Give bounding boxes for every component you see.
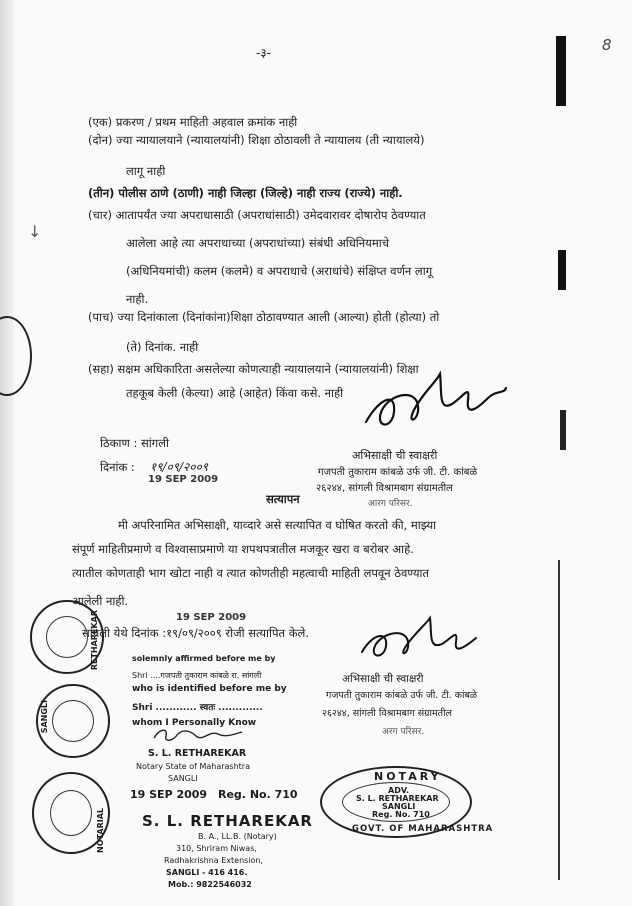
notary-seal-bottom: GOVT. OF MAHARASHTRA xyxy=(352,824,494,834)
item-line: लागू नाही xyxy=(126,164,166,178)
item-line: (दोन) ज्या न्यायालयाने (न्यायालयांनी) शिक्षा ठोठावली ते न्यायालय (ती न्यायालये) xyxy=(88,133,425,147)
notary-address-line: Radhakrishna Extension, xyxy=(164,856,264,865)
side-seal-text: NOTARIAL xyxy=(96,808,105,853)
item-line: (पाच) ज्या दिनांकाला (दिनांकांना)शिक्षा ठोठावण्यात आली (आल्या) होती (होत्या) तो xyxy=(88,310,440,324)
item-line: (अधिनियमांची) कलम (कलमे) व अपराधाचे (अराधांचे) संक्षिप्त वर्णन लागू xyxy=(126,264,433,278)
notary-stamp-line: solemnly affirmed before me by xyxy=(132,654,276,663)
notary-address-line: B. A., LL.B. (Notary) xyxy=(198,832,277,841)
verification-text: आलेली नाही. xyxy=(72,594,129,608)
date-stamp: 19 SEP 2009 xyxy=(148,474,219,485)
item-line: (ते) दिनांक. नाही xyxy=(126,340,199,354)
scan-left-edge xyxy=(0,0,14,906)
deponent-address-line: आरग परिसर. xyxy=(368,499,413,509)
notary-seal-text: Reg. No. 710 xyxy=(372,810,430,819)
deponent-signature xyxy=(352,608,492,668)
notary-stamp-line: whom I Personally Know xyxy=(132,718,257,728)
reg-stamp-date: 19 SEP 2009 xyxy=(130,788,208,801)
date-value: १९/०९/२००९ xyxy=(150,460,209,474)
notary-address-line: Mob.: 9822546032 xyxy=(168,880,252,889)
notary-seal-text: ADV. xyxy=(388,786,410,795)
verified-at-text: सांगली येथे दिनांक :१९/०९/२००९ रोजी सत्यापित केले. xyxy=(82,626,309,640)
verification-text: संपूर्ण माहितीप्रमाणे व विश्वासाप्रमाणे या शपथपत्रातील मजकूर खरा व बरोबर आहे. xyxy=(72,542,414,556)
item-line: नाही. xyxy=(126,292,149,306)
notary-seal-text: S. L. RETHAREKAR xyxy=(356,794,439,803)
reg-stamp-number: Reg. No. 710 xyxy=(218,788,298,801)
partial-seal xyxy=(0,316,32,396)
deponent-signature-label: अभिसाक्षी ची स्वाक्षरी xyxy=(352,449,438,462)
notary-stamp-line: Shri ....गजपती तुकाराम कांबळे रा. सांगली xyxy=(132,671,262,680)
deponent-address-line: अरग परिसर. xyxy=(382,727,425,737)
verified-stamp: 19 SEP 2009 xyxy=(176,612,247,623)
item-line: तहकूब केली (केल्या) आहे (आहेत) किंवा कसे. नाही xyxy=(126,386,344,400)
scan-edge-line xyxy=(558,560,560,880)
notary-address-line: SANGLI - 416 416. xyxy=(166,868,248,877)
notary-signature xyxy=(148,724,248,746)
deponent-address-line: २६२४४, सांगली विश्रामबाग संग्रामतील xyxy=(322,708,452,719)
deponent-signature-label: अभिसाक्षी ची स्वाक्षरी xyxy=(342,673,424,685)
notary-sign-line: SANGLI xyxy=(168,774,198,783)
side-seal-text: SANGLI xyxy=(40,700,49,734)
margin-arrow-mark: ↓ xyxy=(28,222,42,241)
side-seal-text: RETHAREKAR xyxy=(90,610,99,671)
verification-text: त्यातील कोणताही भाग खोटा नाही व त्यात कोणतीही महत्वाची माहिती लपवून ठेवण्यात xyxy=(72,566,430,580)
item-line: आलेला आहे त्या अपराधाच्या (अपराधांच्या) संबंधी अधिनियमाचे xyxy=(126,236,389,250)
notary-address-line: 310, Shriram Niwas, xyxy=(176,844,257,853)
notary-seal-top: NOTARY xyxy=(374,770,442,783)
scan-edge-mark xyxy=(556,36,566,106)
notary-sign-line: Notary State of Maharashtra xyxy=(136,762,250,771)
date-label: दिनांक : xyxy=(100,460,135,474)
item-line: (एक) प्रकरण / प्रथम माहिती अहवाल क्रमांक नाही xyxy=(88,115,298,129)
notary-address-name: S. L. RETHAREKAR xyxy=(142,812,313,830)
deponent-address-line: २६२४४, सांगली विश्रामबाग संग्रामतील xyxy=(316,483,453,494)
place-label: ठिकाण : सांगली xyxy=(100,436,169,450)
deponent-name-line: गजपती तुकाराम कांबळे उर्फ जी. टी. कांबळे xyxy=(326,690,478,701)
notary-stamp-line: who is identified before me by xyxy=(132,684,287,694)
deponent-signature xyxy=(356,360,516,440)
item-line: (तीन) पोलीस ठाणे (ठाणी) नाही जिल्हा (जिल्हे) नाही राज्य (राज्ये) नाही. xyxy=(88,186,403,200)
deponent-name-line: गजपती तुकाराम कांबळे उर्फ जी. टी. कांबळे xyxy=(318,467,478,478)
notary-seal xyxy=(320,766,494,838)
item-line: (सहा) सक्षम अधिकारिता असलेल्या कोणत्याही न्यायालयाने (न्यायालयांनी) शिक्षा xyxy=(88,362,419,376)
verification-text: मी अपरिनामित अभिसाक्षी, याव्दारे असे सत्यापित व घोषित करतो की, माझ्या xyxy=(118,518,437,532)
notary-seal-text: SANGLI xyxy=(382,802,416,811)
item-line: (चार) आतापर्यंत ज्या अपराधासाठी (अपराधांसाठी) उमेदवारावर दोषारोप ठेवण्यात xyxy=(88,208,426,222)
verification-heading: सत्यापन xyxy=(266,492,300,506)
scan-edge-mark xyxy=(560,410,566,450)
corner-page-mark: 8 xyxy=(602,36,612,54)
page-number: -३- xyxy=(256,46,271,60)
notary-sign-name: S. L. RETHAREKAR xyxy=(148,748,247,759)
scan-edge-mark xyxy=(558,250,566,290)
notary-stamp-line: Shri ............ स्वतः ............. xyxy=(132,703,263,713)
